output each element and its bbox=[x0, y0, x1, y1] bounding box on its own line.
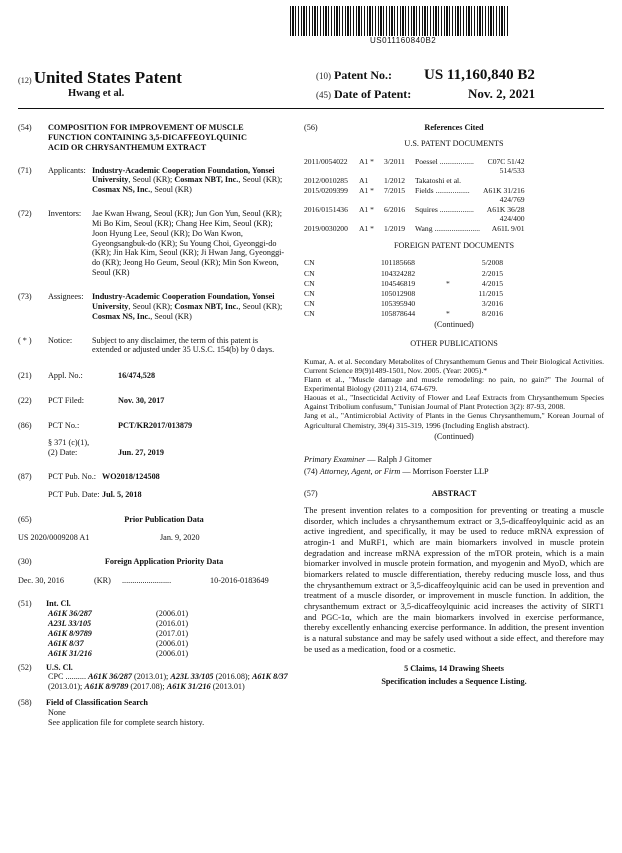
num-58: (58) bbox=[18, 698, 32, 708]
foreign-doc-date: 11/2015 bbox=[478, 288, 503, 298]
sequence-listing-note: Specification includes a Sequence Listing. bbox=[381, 677, 527, 687]
num-30: (30) bbox=[18, 556, 32, 566]
us-doc-name bbox=[415, 176, 483, 186]
num-73: (73) bbox=[18, 291, 32, 301]
num-65: (65) bbox=[18, 515, 32, 525]
cpc-code: A61K 8/37 bbox=[251, 672, 288, 682]
section-58 bbox=[18, 698, 290, 728]
prior-pub-number: US 2020/0009208 A1 bbox=[18, 532, 90, 542]
us-doc-dots: .................. bbox=[439, 205, 474, 215]
section-371-date-label: (2) Date: bbox=[48, 447, 78, 457]
num-52: (52) bbox=[18, 662, 32, 672]
section-71 bbox=[18, 166, 290, 196]
foreign-doc-number: 105012908 bbox=[381, 288, 416, 298]
num-86: (86) bbox=[18, 420, 32, 430]
other-pub-entry: Jang et al., "Antimicrobial Activity of Plants in the Genus Chrysanthemum," Korean Journal of Agricultural Chemistry, 39(4) 315-319, 1996 (Including English abstract). bbox=[304, 411, 604, 430]
applicant-2-loc: , Seoul (KR); bbox=[238, 175, 283, 185]
foreign-doc-date: 4/2015 bbox=[481, 278, 503, 288]
assignee-3-loc: , Seoul (KR) bbox=[150, 311, 192, 321]
notice-label: Notice: bbox=[48, 335, 73, 345]
cpc-version: (2013.01); bbox=[48, 682, 85, 692]
num-51: (51) bbox=[18, 599, 32, 609]
cpc-block bbox=[48, 672, 288, 692]
prior-pub-date: Jan. 9, 2020 bbox=[160, 532, 200, 542]
pct-pub-no-value: WO2018/124508 bbox=[102, 472, 160, 482]
kind-num: (12) bbox=[18, 76, 32, 85]
num-71: (71) bbox=[18, 165, 32, 175]
us-doc-name-text: Takatoshi et al. bbox=[415, 175, 462, 185]
us-doc-class-main: A61K 36/28 bbox=[486, 205, 525, 215]
examiner-label: Primary Examiner bbox=[304, 455, 366, 465]
inventors-value: Jae Kwan Hwang, Seoul (KR); Jun Gon Yun, Seoul (KR); Mi Bo Kim, Seoul (KR); Chang Hee Kim, Seoul (KR); Joon Hyung Lee, Seoul (KR); Do Wan Kwon, Gyeongsangbuk-do (KR); Su Young Choi, Gyeonggi-do (KR); Jin Hak Kim, Seoul (KR); Ji Hwan Jang, Gyeonggi-do (KR); Jeong Ho Geum, Seoul (KR); Min Son Kweon, Seoul (KR) bbox=[92, 209, 285, 278]
prior-pub-heading: Prior Publication Data bbox=[124, 515, 204, 525]
int-cl-row bbox=[48, 639, 290, 649]
pct-no-value: PCT/KR2017/013879 bbox=[118, 420, 193, 430]
foreign-priority-row bbox=[18, 576, 290, 586]
assignee-1-loc: , Seoul (KR); bbox=[128, 301, 175, 311]
cpc-code: A23L 33/105 bbox=[170, 672, 214, 682]
num-74: (74) bbox=[304, 467, 318, 477]
pct-pub-date-label: PCT Pub. Date: bbox=[48, 490, 100, 500]
pct-filed-label: PCT Filed: bbox=[48, 396, 85, 406]
examiner-line bbox=[304, 455, 604, 465]
us-docs-heading: U.S. PATENT DOCUMENTS bbox=[404, 138, 504, 148]
foreign-doc-star bbox=[446, 269, 463, 279]
foreign-doc-country: CN bbox=[304, 258, 315, 268]
us-doc-number: 2019/0030200 bbox=[304, 224, 348, 234]
us-doc-kind: A1 * bbox=[359, 186, 374, 196]
foreign-doc-row bbox=[304, 279, 506, 289]
assignee-2-loc: , Seoul (KR); bbox=[238, 301, 283, 311]
int-cl-code: A61K 36/287 bbox=[48, 609, 92, 619]
int-cl-heading-row bbox=[18, 599, 290, 609]
header-rule bbox=[18, 108, 604, 109]
us-doc-dots: .................. bbox=[439, 156, 474, 166]
barcode-number: US011160840B2 bbox=[370, 36, 437, 45]
foreign-doc-date: 3/2016 bbox=[481, 298, 503, 308]
int-cl-version: (2017.01) bbox=[156, 629, 189, 638]
section-30 bbox=[18, 557, 290, 586]
foreign-doc-country: CN bbox=[304, 308, 315, 318]
priority-app-no: 10-2016-0183649 bbox=[210, 575, 269, 585]
int-cl-row bbox=[48, 609, 290, 619]
us-doc-number: 2011/0054022 bbox=[304, 156, 348, 166]
section-22 bbox=[18, 396, 290, 406]
foreign-doc-star: * bbox=[446, 308, 450, 318]
examiner-name: — Ralph J Gitomer bbox=[365, 455, 432, 465]
date-line bbox=[316, 87, 616, 101]
patent-no-line bbox=[316, 68, 616, 82]
us-cl-label: U.S. Cl. bbox=[46, 662, 73, 672]
pct-no-label: PCT No.: bbox=[48, 420, 80, 430]
section-74 bbox=[304, 467, 604, 477]
pct-pub-no-row bbox=[18, 472, 290, 482]
cpc-label: CPC .......... bbox=[48, 672, 86, 682]
field-search-none: None bbox=[48, 707, 66, 717]
us-doc-kind: A1 bbox=[359, 175, 369, 185]
foreign-doc-row bbox=[304, 289, 506, 299]
us-doc-date: 7/2015 bbox=[384, 186, 406, 196]
int-cl-version: (2016.01) bbox=[156, 619, 189, 629]
foreign-doc-star bbox=[446, 258, 463, 268]
prior-pub-row bbox=[18, 533, 290, 543]
right-column bbox=[304, 123, 604, 687]
foreign-doc-country: CN bbox=[304, 278, 315, 288]
pct-pub-no-label: PCT Pub. No.: bbox=[48, 472, 97, 482]
us-doc-row bbox=[304, 176, 528, 186]
applicants-value bbox=[92, 166, 288, 196]
foreign-doc-row bbox=[304, 258, 506, 268]
appl-no-label: Appl. No.: bbox=[48, 371, 83, 381]
foreign-doc-country: CN bbox=[304, 298, 315, 308]
us-doc-class bbox=[483, 186, 528, 205]
foreign-doc-number: 104324282 bbox=[381, 268, 416, 278]
patent-title: United States Patent bbox=[33, 68, 182, 87]
foreign-doc-number: 104546819 bbox=[381, 278, 416, 288]
foreign-doc-number: 105878644 bbox=[381, 308, 416, 318]
int-cl-version: (2006.01) bbox=[156, 638, 189, 648]
pct-pub-date-row bbox=[48, 490, 290, 500]
section-371-label: § 371 (c)(1), bbox=[48, 437, 90, 447]
foreign-doc-date: 8/2016 bbox=[481, 308, 503, 318]
section-72 bbox=[18, 209, 290, 278]
us-doc-class-sub: 514/533 bbox=[499, 165, 525, 175]
foreign-doc-country: CN bbox=[304, 288, 315, 298]
cpc-code: A61K 31/216 bbox=[166, 682, 211, 692]
foreign-doc-row bbox=[304, 269, 506, 279]
foreign-doc-row bbox=[304, 299, 506, 309]
int-cl-version: (2006.01) bbox=[156, 609, 189, 619]
int-cl-list bbox=[48, 609, 290, 658]
foreign-docs-heading: FOREIGN PATENT DOCUMENTS bbox=[393, 240, 515, 250]
other-pubs-list bbox=[304, 357, 604, 430]
us-doc-row bbox=[304, 205, 528, 224]
us-docs-table bbox=[304, 157, 528, 235]
us-doc-class bbox=[483, 157, 528, 176]
section-52 bbox=[18, 663, 290, 693]
other-pub-entry: Kumar, A. et al. Secondary Metabolites of Chrysanthemum Genus and Their Biological Activities. Current Science 89(9)1489-1501, Nov. 2005. (Year: 2005).* bbox=[304, 356, 604, 375]
foreign-doc-row bbox=[304, 309, 506, 319]
references-heading: References Cited bbox=[424, 123, 484, 132]
other-pub-entry: Flann et al., "Muscle damage and muscle remodeling: no pain, no gain?" The Journal of Experimental Biology (2011) 214, 674-679. bbox=[304, 374, 604, 394]
date-label: Date of Patent: bbox=[334, 87, 412, 101]
foreign-doc-country: CN bbox=[304, 268, 315, 278]
us-doc-name bbox=[415, 205, 483, 224]
attorney-label: Attorney, Agent, or Firm bbox=[319, 467, 401, 477]
int-cl-row bbox=[48, 619, 290, 629]
us-doc-dots: .................. bbox=[435, 186, 470, 196]
us-doc-row bbox=[304, 224, 528, 234]
section-87 bbox=[18, 472, 290, 500]
priority-dots: ........................ bbox=[122, 575, 172, 585]
num-56: (56) bbox=[304, 123, 318, 132]
us-doc-date: 1/2012 bbox=[384, 175, 406, 185]
int-cl-version: (2006.01) bbox=[156, 648, 189, 658]
cpc-version: (2013.01); bbox=[131, 672, 171, 682]
foreign-priority-heading-row bbox=[18, 557, 290, 567]
int-cl-code: A61K 31/216 bbox=[48, 648, 92, 658]
foreign-docs-table bbox=[304, 258, 506, 319]
abstract-text: The present invention relates to a composition for preventing or treating a muscle disorder, which includes a chrysanthemum extract or 3,5-dicaffeoylquinic acid as an active ingredient, and specifically, it may be used to reduce mRNA expression of atrogin-1 and MuRF1, which are main biomarkers involved in muscle protein degradation and increase mRNA expression of the mTOR protein, which is a main biomarker involved in muscle protein formation, and myogenin and MyoD, which are biomarkers related to muscle differentiation, thereby reducing muscle loss, and thus the chrysanthemum extract or 3,5-dicaffeoylquinic acid can be used in prevention and treatment of a muscle disorder, or improvement in muscle function. In addition, the chrysanthemum extract or 3,5-dicaffeoylquinic acid increases the activity of SIRT1 and PGC-1α, which are the main biomarkers involved in exercise performance, thereby excellently enhancing exercise performance. In addition, the present invention is a natural substance and may be safely used without a side effect, and therefore may be used as a medication, food or a cosmetic. bbox=[304, 505, 604, 654]
assignee-1: Industry-Academic Cooperation Foundation, Yonsei University bbox=[92, 291, 275, 311]
continued-1: (Continued) bbox=[434, 320, 474, 330]
us-doc-name bbox=[415, 157, 483, 176]
foreign-priority-heading: Foreign Application Priority Data bbox=[104, 556, 224, 566]
pct-no-row bbox=[18, 421, 290, 431]
foreign-doc-number: 101185668 bbox=[381, 258, 415, 268]
section-56 bbox=[304, 123, 604, 133]
appl-no-value: 16/474,528 bbox=[118, 371, 156, 381]
section-86 bbox=[18, 421, 290, 458]
int-cl-code: A61K 8/37 bbox=[48, 638, 84, 648]
patent-no-num: (10) bbox=[316, 71, 331, 81]
inventors-label: Inventors: bbox=[48, 209, 82, 219]
abstract-heading: ABSTRACT bbox=[431, 489, 477, 499]
section-51 bbox=[18, 599, 290, 658]
us-doc-kind: A1 * bbox=[359, 205, 374, 215]
assignees-value bbox=[92, 292, 288, 322]
cpc-version: (2016.08); bbox=[213, 672, 252, 682]
num-87: (87) bbox=[18, 472, 32, 482]
priority-date: Dec. 30, 2016 bbox=[18, 575, 64, 585]
us-doc-date: 3/2011 bbox=[384, 156, 405, 166]
us-doc-row bbox=[304, 186, 528, 205]
assignee-2: Cosmax NBT, Inc. bbox=[174, 301, 239, 311]
us-doc-dots: ........................ bbox=[434, 224, 480, 234]
us-doc-kind: A1 * bbox=[359, 156, 374, 166]
us-doc-name bbox=[415, 186, 483, 205]
other-pub-entry: Haouas et al., "Insecticidal Activity of Flower and Leaf Extracts from Chrysanthemum Species Against Tribolium confusum," Tunisian Journal of Plant Protection 3(2): 87-93, 2008. bbox=[304, 393, 604, 412]
cpc-code: A61K 8/9789 bbox=[84, 682, 129, 692]
left-column bbox=[18, 123, 290, 728]
applicant-3-loc: , Seoul (KR) bbox=[150, 185, 192, 195]
us-doc-class-sub: 424/769 bbox=[499, 195, 525, 205]
assignee-3: Cosmax NS, Inc. bbox=[92, 311, 151, 321]
us-doc-number: 2016/0151436 bbox=[304, 205, 348, 215]
section-371-date-row bbox=[48, 448, 290, 458]
us-doc-class-sub: 424/400 bbox=[499, 214, 525, 224]
continued-2: (Continued) bbox=[434, 431, 474, 441]
invention-title: COMPOSITION FOR IMPROVEMENT OF MUSCLE FUNCTION CONTAINING 3,5-DICAFFEOYLQUINIC ACID OR CHRYSANTHEMUM EXTRACT bbox=[48, 123, 247, 152]
priority-country: (KR) bbox=[94, 575, 111, 585]
section-65 bbox=[18, 515, 290, 543]
section-371-date-value: Jun. 27, 2019 bbox=[118, 447, 164, 457]
foreign-doc-date: 5/2008 bbox=[481, 258, 503, 268]
foreign-doc-date: 2/2015 bbox=[481, 268, 503, 278]
num-22: (22) bbox=[18, 396, 32, 406]
cpc-code: A61K 36/287 bbox=[88, 672, 132, 682]
date-num: (45) bbox=[316, 90, 331, 100]
us-doc-date: 1/2019 bbox=[384, 224, 406, 234]
section-57 bbox=[304, 489, 604, 499]
us-doc-name-text: Fields bbox=[415, 186, 434, 196]
us-doc-name bbox=[415, 224, 483, 234]
us-doc-row bbox=[304, 157, 528, 176]
field-search-label: Field of Classification Search bbox=[46, 698, 148, 708]
foreign-doc-number: 105395940 bbox=[381, 298, 416, 308]
int-cl-code: A61K 8/9789 bbox=[48, 629, 92, 638]
us-doc-class-main: A61L 9/01 bbox=[491, 224, 525, 234]
section-21 bbox=[18, 371, 290, 381]
pct-pub-date-value: Jul. 5, 2018 bbox=[102, 490, 142, 500]
applicants-label: Applicants: bbox=[48, 165, 86, 175]
foreign-doc-star bbox=[446, 299, 463, 309]
int-cl-label: Int. Cl. bbox=[46, 599, 71, 609]
foreign-doc-star bbox=[446, 289, 463, 299]
header-left bbox=[18, 68, 182, 88]
applicant-1: Industry-Academic Cooperation Foundation, Yonsei University bbox=[92, 165, 275, 185]
us-doc-date: 6/2016 bbox=[384, 205, 406, 215]
us-doc-class-main: C07C 51/42 bbox=[487, 156, 525, 166]
us-doc-class bbox=[483, 205, 528, 224]
prior-pub-heading-row bbox=[18, 515, 290, 525]
attorney-value: — Morrison Foerster LLP bbox=[400, 467, 489, 477]
num-notice: ( * ) bbox=[18, 335, 32, 345]
applicant-2: Cosmax NBT, Inc. bbox=[174, 175, 239, 185]
cpc-version: (2013.01) bbox=[210, 682, 245, 692]
us-doc-class bbox=[483, 224, 528, 234]
section-notice bbox=[18, 336, 290, 356]
field-search-note: See application file for complete search history. bbox=[48, 717, 205, 727]
us-doc-number: 2012/0010285 bbox=[304, 175, 348, 185]
inventor-short: Hwang et al. bbox=[68, 88, 125, 99]
us-doc-name-text: Wang bbox=[415, 224, 433, 234]
int-cl-row bbox=[48, 649, 290, 659]
applicant-3: Cosmax NS, Inc. bbox=[92, 185, 151, 195]
int-cl-code: A23L 33/105 bbox=[48, 619, 92, 629]
us-cl-heading-row bbox=[18, 663, 290, 673]
num-72: (72) bbox=[18, 209, 32, 219]
other-pubs-heading: OTHER PUBLICATIONS bbox=[410, 338, 498, 348]
foreign-doc-star: * bbox=[446, 278, 450, 288]
us-doc-kind: A1 * bbox=[359, 224, 374, 234]
num-54: (54) bbox=[18, 123, 32, 132]
int-cl-row bbox=[48, 629, 290, 639]
claims-count: 5 Claims, 14 Drawing Sheets bbox=[404, 664, 504, 674]
us-doc-class-main: A61K 31/216 bbox=[483, 186, 525, 196]
patent-date: Nov. 2, 2021 bbox=[468, 86, 536, 101]
notice-value: Subject to any disclaimer, the term of this patent is extended or adjusted under 35 U.S.C. 154(b) by 0 days. bbox=[92, 335, 275, 355]
field-search-heading-row bbox=[18, 698, 290, 708]
cpc-version: (2017.08); bbox=[128, 682, 167, 692]
applicant-1-loc: , Seoul (KR); bbox=[128, 175, 175, 185]
pct-filed-value: Nov. 30, 2017 bbox=[118, 396, 165, 406]
section-73 bbox=[18, 292, 290, 322]
num-21: (21) bbox=[18, 371, 32, 381]
barcode bbox=[290, 6, 508, 36]
us-doc-name-text: Squires bbox=[415, 205, 438, 215]
section-54 bbox=[18, 123, 290, 153]
us-doc-name-text: Poessel bbox=[415, 156, 438, 166]
patent-no-label: Patent No.: bbox=[334, 68, 392, 82]
patent-no: US 11,160,840 B2 bbox=[424, 67, 535, 83]
us-doc-class bbox=[483, 176, 528, 186]
us-doc-number: 2015/0209399 bbox=[304, 186, 348, 196]
num-57: (57) bbox=[304, 489, 318, 499]
assignees-label: Assignees: bbox=[48, 291, 84, 301]
